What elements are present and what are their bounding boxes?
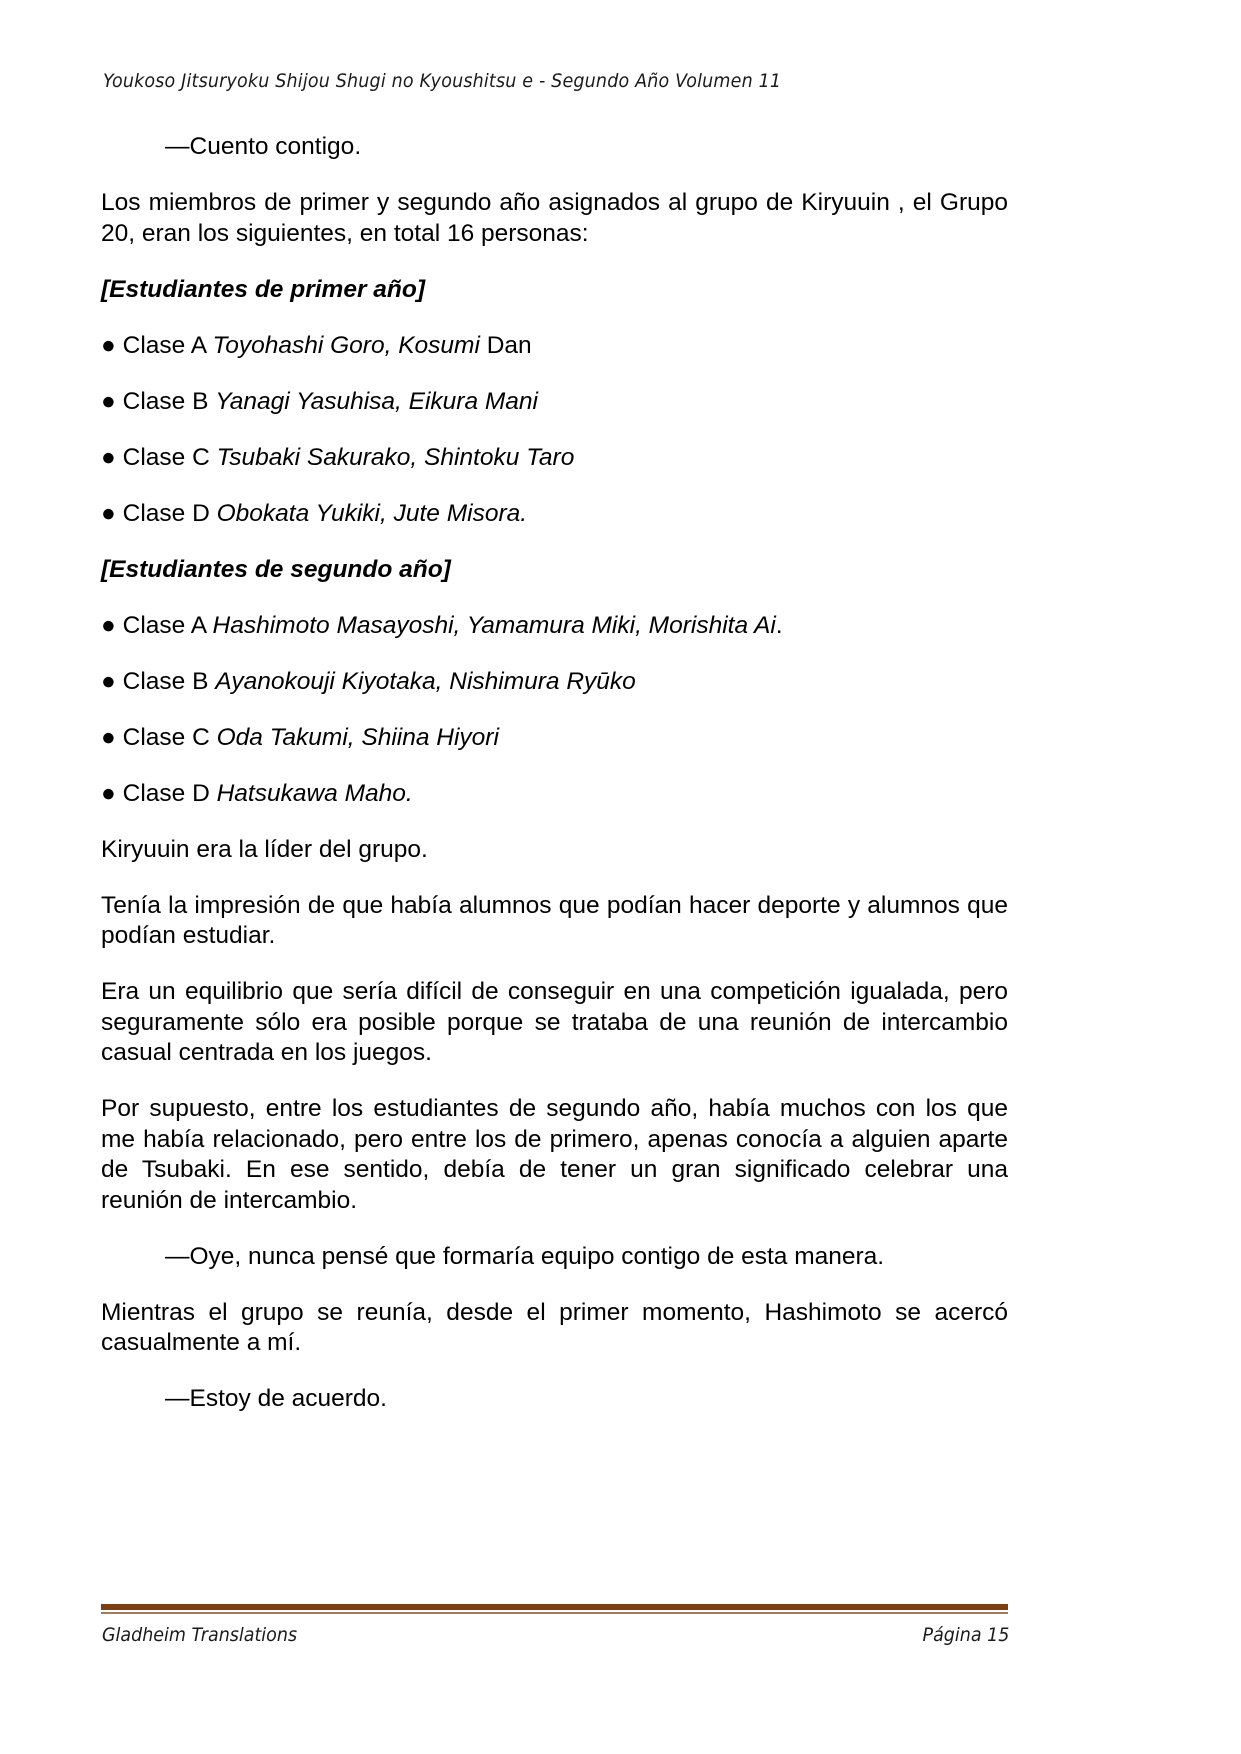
student-names: Yanagi Yasuhisa, Eikura Mani (215, 387, 539, 415)
class-label: Clase A (122, 331, 206, 359)
paragraph: Kiryuuin era la líder del grupo. (101, 835, 428, 863)
paragraph: Era un equilibrio que sería difícil de conseguir en una competición igualada, pero seguramente sólo era posible porque se trataba de una reunión de intercambio casual centrada en los juegos. (101, 978, 1008, 1066)
bullet-icon: ● (101, 331, 116, 359)
bullet-icon: ● (101, 387, 116, 415)
bullet-icon: ● (101, 779, 116, 807)
paragraph: Mientras el grupo se reunía, desde el primer momento, Hashimoto se acercó casualmente a mí. (101, 1298, 1008, 1356)
list-item (101, 611, 1008, 642)
bullet-icon: ● (101, 443, 116, 471)
class-label: Clase D (122, 779, 210, 807)
list-item (101, 723, 1008, 754)
class-label: Clase B (122, 387, 209, 415)
class-label: Clase C (122, 723, 210, 751)
student-names: Toyohashi Goro, Kosumi (212, 331, 480, 359)
names-suffix: . (775, 611, 783, 639)
student-names: Obokata Yukiki, Jute Misora. (216, 499, 528, 527)
student-names: Tsubaki Sakurako, Shintoku Taro (216, 443, 575, 471)
dialogue-line: —Estoy de acuerdo. (165, 1385, 387, 1412)
bullet-icon: ● (101, 723, 116, 751)
student-names: Hashimoto Masayoshi, Yamamura Miki, Morishita Ai (212, 611, 776, 639)
page-body (101, 132, 1008, 1440)
student-names: Hatsukawa Maho. (216, 779, 413, 807)
class-label: Clase D (122, 499, 210, 527)
page-number: Página 15 (922, 1624, 1009, 1646)
class-label: Clase A (122, 611, 206, 639)
class-label: Clase B (122, 667, 209, 695)
footer-divider (101, 1604, 1008, 1614)
student-names: Oda Takumi, Shiina Hiyori (216, 723, 499, 751)
footer-divider-thin (101, 1612, 1008, 1614)
list-item (101, 667, 1008, 698)
paragraph: Los miembros de primer y segundo año asignados al grupo de Kiryuuin , el Grupo 20, eran los siguientes, en total 16 personas: (101, 189, 1008, 247)
running-header: Youkoso Jitsuryoku Shijou Shugi no Kyoushitsu e - Segundo Año Volumen 11 (103, 70, 782, 92)
section-heading-second-year: [Estudiantes de segundo año] (101, 555, 451, 583)
list-item (101, 779, 1008, 810)
student-names: Ayanokouji Kiyotaka, Nishimura Ryūko (215, 667, 636, 695)
bullet-icon: ● (101, 667, 116, 695)
section-heading-first-year: [Estudiantes de primer año] (101, 275, 426, 303)
paragraph: Tenía la impresión de que había alumnos que podían hacer deporte y alumnos que podían estudiar. (101, 891, 1008, 949)
list-item (101, 499, 1008, 530)
list-item (101, 331, 1008, 362)
bullet-icon: ● (101, 611, 116, 639)
class-label: Clase C (122, 443, 210, 471)
names-suffix: Dan (479, 331, 532, 359)
dialogue-line: —Cuento contigo. (165, 133, 362, 160)
dialogue-line: —Oye, nunca pensé que formaría equipo contigo de esta manera. (165, 1242, 885, 1270)
paragraph: Por supuesto, entre los estudiantes de segundo año, había muchos con los que me había relacionado, pero entre los de primero, apenas conocía a alguien aparte de Tsubaki. En ese sentido, debía de tener un gran significado celebrar una reunión de intercambio. (101, 1095, 1008, 1214)
footer-credit: Gladheim Translations (102, 1624, 298, 1646)
list-item (101, 387, 1008, 418)
bullet-icon: ● (101, 499, 116, 527)
list-item (101, 443, 1008, 474)
